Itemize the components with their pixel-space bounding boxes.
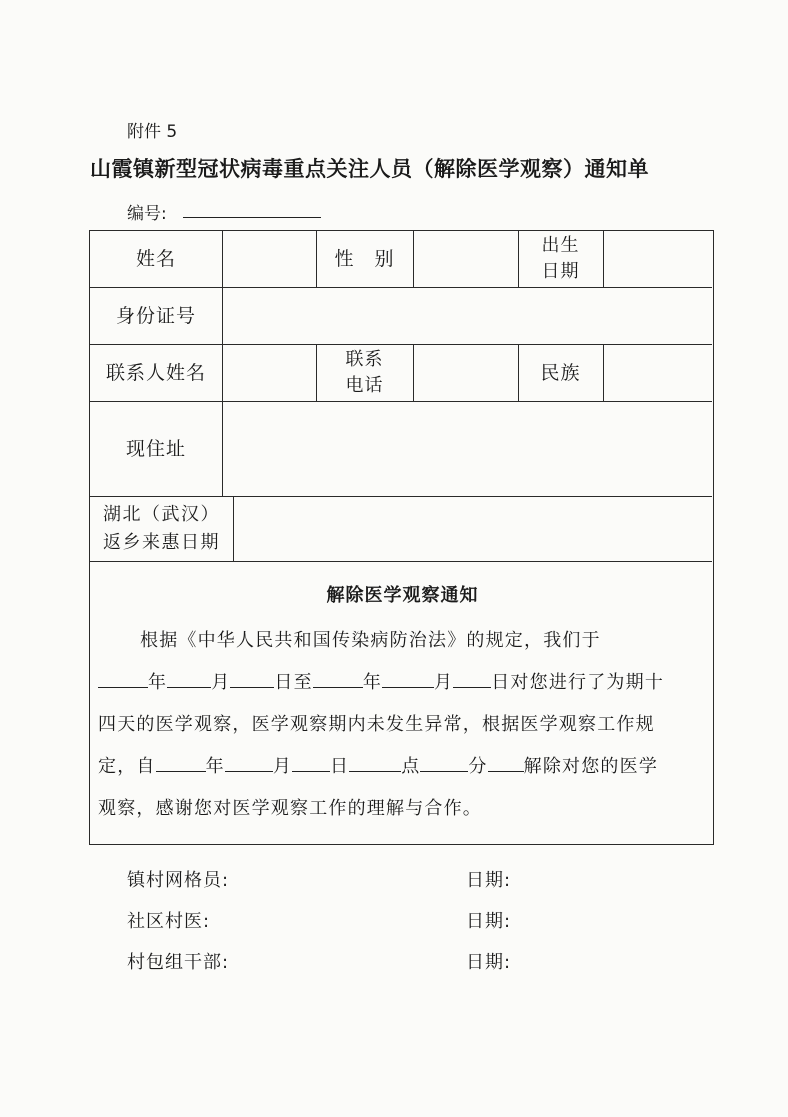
notice-line-2: [98, 668, 664, 694]
birth-date-label: 出生 日期: [541, 235, 580, 282]
day-text: 日: [491, 672, 511, 693]
notice-form-table: [89, 230, 714, 845]
notice-line-1: [140, 626, 601, 652]
notice-text: 根据《中华人民共和国传染病防治法》的规定，我们于: [140, 630, 601, 651]
village-doctor-date-label: 日期:: [466, 911, 512, 932]
address-field[interactable]: [222, 401, 712, 496]
row-divider: [90, 561, 712, 562]
village-doctor-label: 社区村医:: [127, 911, 211, 932]
name-field[interactable]: [222, 231, 316, 287]
notice-line-4: [98, 752, 658, 778]
notice-text: 定，自: [98, 756, 156, 777]
serial-number-field[interactable]: [183, 217, 321, 218]
contact-name-label: 联系人姓名: [105, 361, 206, 384]
gender-field[interactable]: [413, 231, 518, 287]
end-day-field[interactable]: [453, 669, 491, 688]
month-text: 月: [434, 672, 454, 693]
id-number-field[interactable]: [222, 287, 712, 344]
year-text: 年: [205, 756, 225, 777]
minute-text: 分: [468, 756, 488, 777]
notice-text: 对您进行了为期十: [510, 672, 665, 693]
to-text: 至: [293, 672, 313, 693]
year-text: 年: [148, 672, 168, 693]
day-text: 日: [330, 756, 350, 777]
notice-title: 解除医学观察通知: [326, 585, 479, 606]
end-month-field[interactable]: [382, 669, 434, 688]
year-text: 年: [362, 672, 383, 693]
phone-label: 联系 电话: [345, 348, 384, 396]
notice-text: 观察，感谢您对医学观察工作的理解与合作。: [98, 798, 482, 819]
start-year-field[interactable]: [98, 669, 148, 688]
contact-name-field[interactable]: [222, 344, 316, 401]
release-minute-field[interactable]: [420, 753, 468, 772]
ethnicity-field[interactable]: [603, 344, 712, 401]
notice-line-3: [98, 710, 655, 736]
page-title: 山霞镇新型冠状病毒重点关注人员（解除医学观察）通知单: [90, 157, 649, 181]
release-extra-field[interactable]: [488, 753, 524, 772]
start-day-field[interactable]: [230, 669, 274, 688]
phone-field[interactable]: [413, 344, 518, 401]
notice-text: 四天的医学观察，医学观察期内未发生异常，根据医学观察工作规: [98, 714, 655, 735]
release-day-field[interactable]: [292, 753, 330, 772]
village-cadre-label: 村包组干部:: [127, 952, 230, 973]
birth-date-field[interactable]: [603, 231, 712, 287]
release-hour-field[interactable]: [349, 753, 401, 772]
address-label: 现住址: [125, 437, 186, 460]
release-month-field[interactable]: [225, 753, 273, 772]
end-year-field[interactable]: [313, 669, 363, 688]
grid-worker-label: 镇村网格员:: [127, 870, 230, 891]
release-year-field[interactable]: [156, 753, 206, 772]
day-text: 日: [274, 672, 294, 693]
return-date-label: 湖北（武汉） 返乡来惠日期: [103, 503, 220, 553]
month-text: 月: [272, 756, 293, 777]
serial-label: 编号:: [127, 204, 167, 224]
village-cadre-date-label: 日期:: [466, 952, 512, 973]
ethnicity-label: 民族: [540, 361, 581, 384]
return-date-field[interactable]: [233, 496, 712, 561]
hour-text: 点: [401, 756, 421, 777]
month-text: 月: [211, 672, 231, 693]
attachment-label: 附件 5: [127, 122, 178, 142]
notice-text: 解除对您的医学: [523, 756, 659, 777]
start-month-field[interactable]: [167, 669, 211, 688]
grid-worker-date-label: 日期:: [466, 870, 512, 891]
name-label: 姓名: [135, 248, 176, 270]
id-number-label: 身份证号: [115, 304, 196, 327]
notice-line-5: [98, 794, 482, 820]
gender-label: 性 别: [334, 248, 395, 270]
